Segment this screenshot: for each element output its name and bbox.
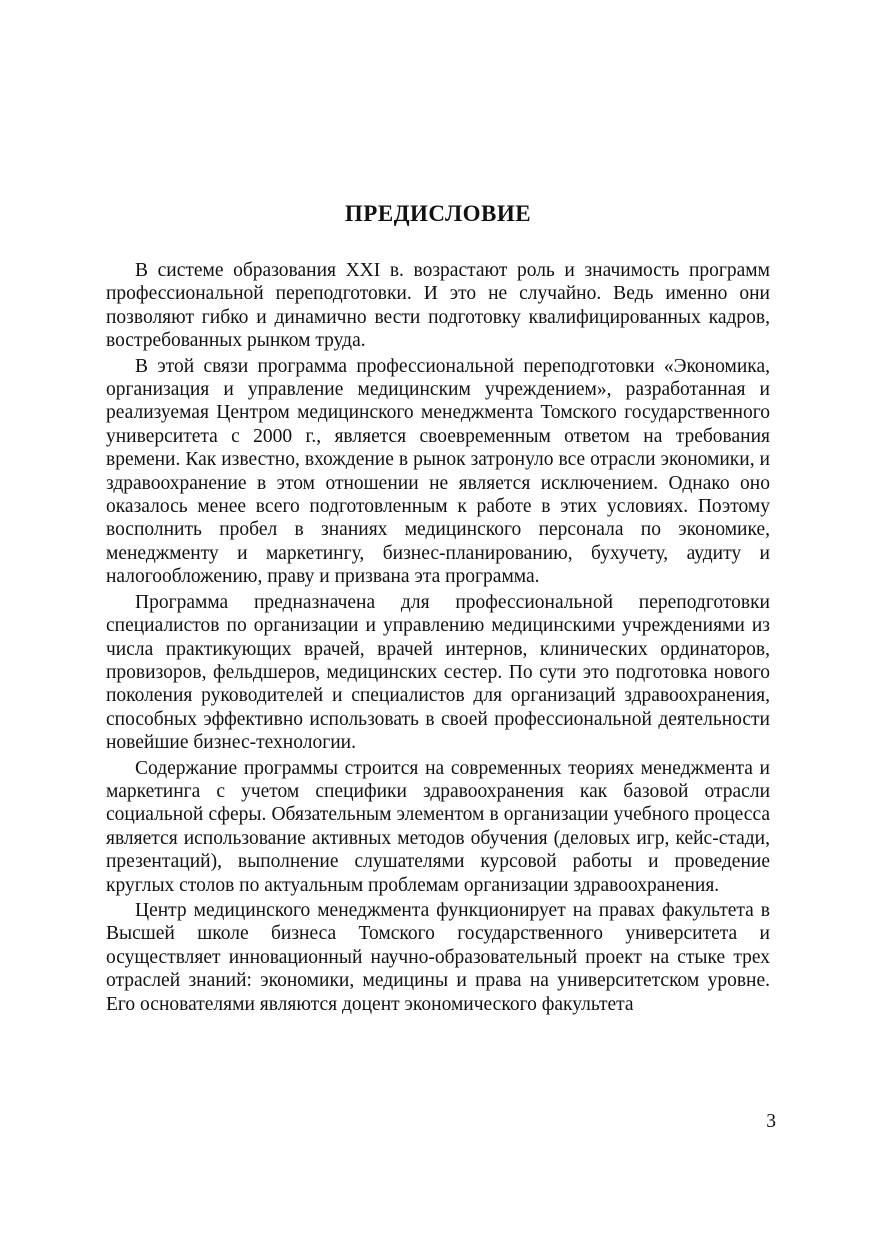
- paragraph-4: Содержание программы строится на современных теориях менеджмента и маркетинга с учетом специфики здравоохранения как базовой отрасли социальной сферы. Обязательным элементом в организации учебного процесса является использование активных методов обучения (деловых игр, кейс-стади, презентаций), выполнение слушателями курсовой работы и проведение круглых столов по актуальным проблемам организации здравоохранения.: [106, 757, 770, 896]
- paragraph-3: Программа предназначена для профессиональной переподготовки специалистов по организации и управлению медицинскими учреждениями из числа практикующих врачей, врачей интернов, клинических ординаторов, провизоров, фельдшеров, медицинских сестер. По сути это подготовка нового поколения руководителей и специалистов для организаций здравоохранения, способных эффективно использовать в своей профессиональной деятельности новейшие бизнес-технологии.: [106, 591, 770, 754]
- paragraph-1: В системе образования XXI в. возрастают роль и значимость программ профессиональной переподготовки. И это не случайно. Ведь именно они позволяют гибко и динамично вести подготовку квалифицированных кадров, востребованных рынком труда.: [106, 260, 770, 352]
- page-title: ПРЕДИСЛОВИЕ: [344, 201, 532, 226]
- paragraph-5: Центр медицинского менеджмента функционирует на правах факультета в Высшей школе бизнеса Томского государственного университета и осуществляет инновационный научно-образовательный проект на стыке трех отраслей знаний: экономики, медицины и права на университетском уровне. Его основателями являются доцент экономического факультета: [106, 899, 770, 1015]
- page-number: 3: [766, 1111, 776, 1132]
- document-page: [106, 200, 770, 1018]
- paragraph-2: В этой связи программа профессиональной переподготовки «Экономика, организация и управление медицинским учреждением», разработанная и реализуемая Центром медицинского менеджмента Томского государственного университета с 2000 г., является своевременным ответом на требования времени. Как известно, вхождение в рынок затронуло все отрасли экономики, и здравоохранение в этом отношении не является исключением. Однако оно оказалось менее всего подготовленным к работе в этих условиях. Поэтому восполнить пробел в знаниях медицинского персонала по экономике, менеджменту и маркетингу, бизнес-планированию, бухучету, аудиту и налогообложению, праву и призвана эта программа.: [106, 355, 770, 588]
